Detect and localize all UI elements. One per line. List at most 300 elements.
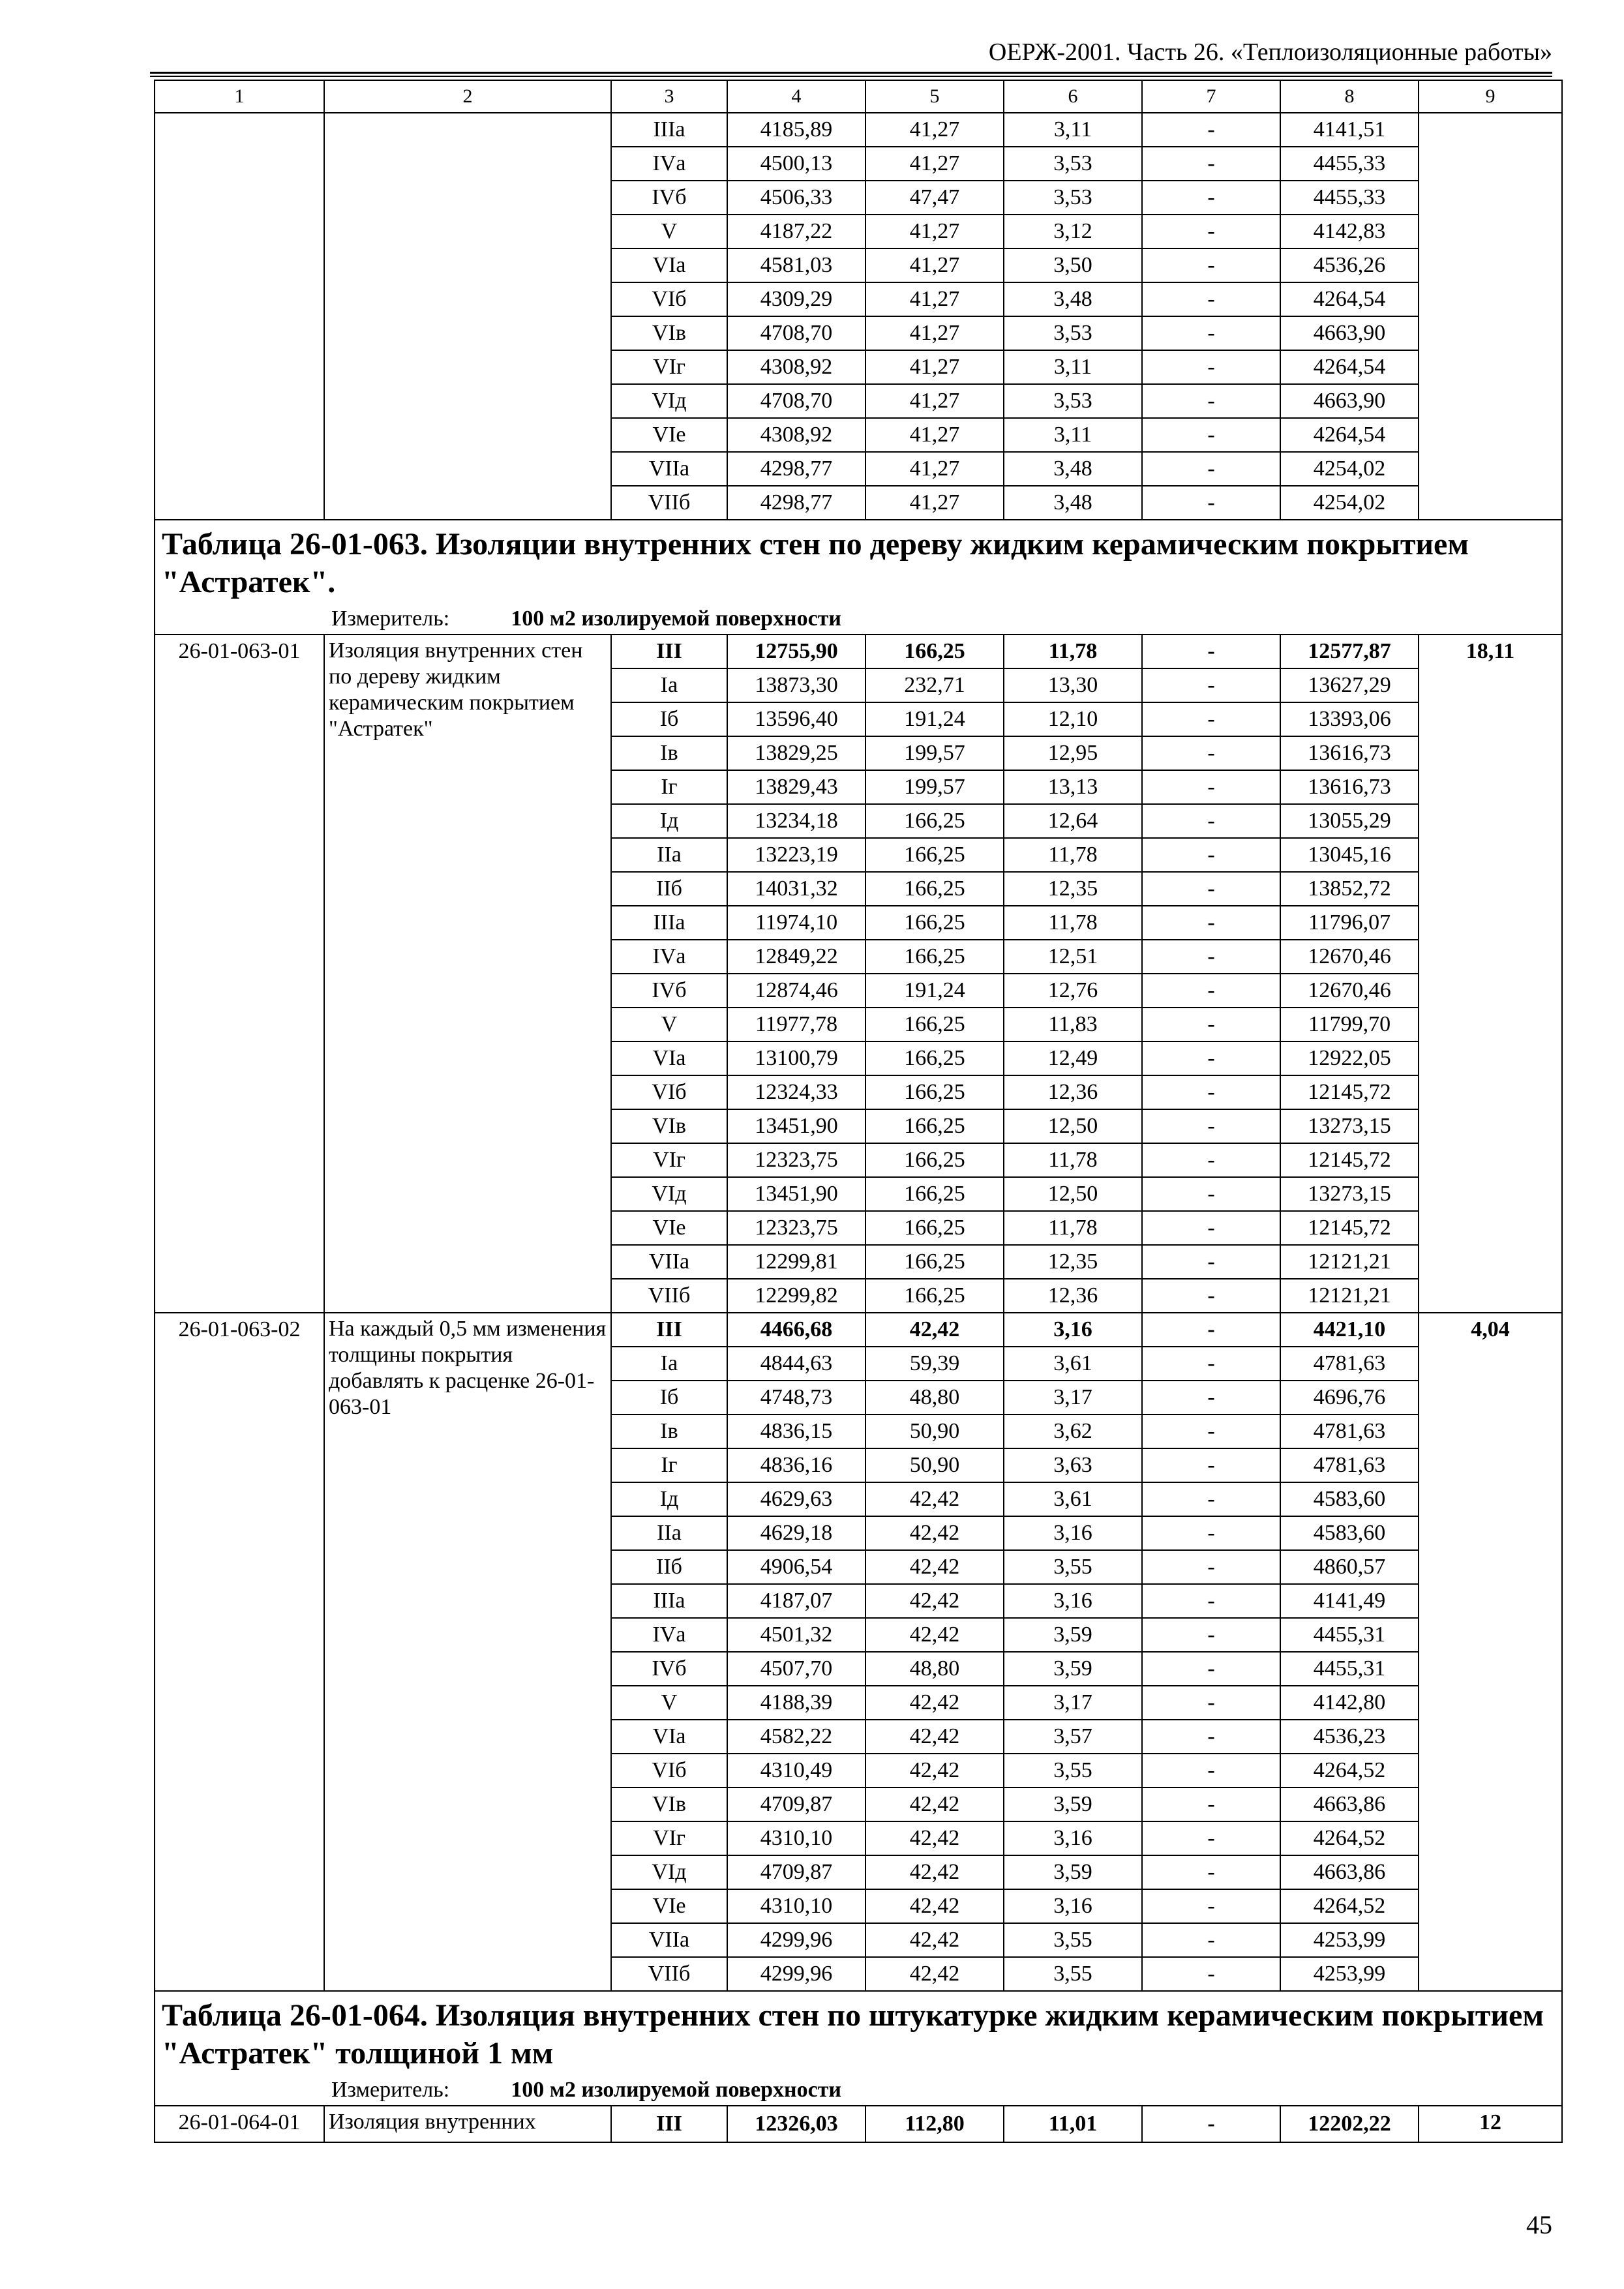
materials-cell: 13273,15 (1280, 1177, 1419, 1211)
direct-costs-cell: 4185,89 (727, 113, 865, 147)
region-zone-cell: VIе (611, 1889, 727, 1923)
direct-costs-cell: 4308,92 (727, 418, 865, 452)
machine-operation-cell: 12,35 (1004, 1245, 1142, 1279)
machine-operation-cell: 12,50 (1004, 1177, 1142, 1211)
labor-wages-cell: 166,25 (865, 940, 1004, 974)
labor-wages-cell: 42,42 (865, 1550, 1004, 1584)
region-zone-cell: III (611, 635, 727, 668)
region-zone-cell: VIIб (611, 486, 727, 520)
labor-wages-cell: 59,39 (865, 1347, 1004, 1381)
direct-costs-cell: 4748,73 (727, 1381, 865, 1414)
labor-wages-cell: 166,25 (865, 1143, 1004, 1177)
direct-costs-cell: 4299,96 (727, 1923, 865, 1957)
labor-wages-cell: 47,47 (865, 181, 1004, 215)
materials-cell: 4264,52 (1280, 1754, 1419, 1788)
column-number: 4 (727, 80, 865, 113)
materials-cell: 4663,86 (1280, 1855, 1419, 1889)
machine-operation-cell: 3,63 (1004, 1448, 1142, 1482)
materials-cell: 4141,51 (1280, 113, 1419, 147)
machine-operation-cell: 3,59 (1004, 1855, 1142, 1889)
machinist-wages-cell: - (1142, 668, 1280, 702)
table-title-row (155, 1991, 1562, 2075)
machine-operation-cell: 12,35 (1004, 872, 1142, 906)
machine-operation-cell: 3,55 (1004, 1754, 1142, 1788)
machine-operation-cell: 12,36 (1004, 1279, 1142, 1313)
direct-costs-cell: 4708,70 (727, 316, 865, 350)
table-row (155, 2106, 1562, 2142)
direct-costs-cell: 4501,32 (727, 1618, 865, 1652)
direct-costs-cell: 4187,07 (727, 1584, 865, 1618)
region-zone-cell: V (611, 215, 727, 248)
materials-cell: 13393,06 (1280, 702, 1419, 736)
code-cell (155, 113, 324, 520)
materials-cell: 4663,86 (1280, 1788, 1419, 1821)
machine-operation-cell: 12,51 (1004, 940, 1142, 974)
machinist-wages-cell: - (1142, 248, 1280, 282)
machine-operation-cell: 3,11 (1004, 418, 1142, 452)
direct-costs-cell: 13100,79 (727, 1041, 865, 1075)
materials-cell: 4421,10 (1280, 1313, 1419, 1347)
labor-wages-cell: 166,25 (865, 1109, 1004, 1143)
labor-wages-cell: 199,57 (865, 770, 1004, 804)
direct-costs-cell: 4309,29 (727, 282, 865, 316)
machinist-wages-cell: - (1142, 1245, 1280, 1279)
region-zone-cell: VIе (611, 418, 727, 452)
labor-wages-cell: 42,42 (865, 1889, 1004, 1923)
labor-wages-cell: 232,71 (865, 668, 1004, 702)
machine-operation-cell: 3,16 (1004, 1821, 1142, 1855)
materials-cell: 4455,31 (1280, 1652, 1419, 1686)
machinist-wages-cell: - (1142, 282, 1280, 316)
machine-operation-cell: 3,62 (1004, 1414, 1142, 1448)
materials-cell: 4455,33 (1280, 147, 1419, 181)
labor-wages-cell: 42,42 (865, 1618, 1004, 1652)
machinist-wages-cell: - (1142, 113, 1280, 147)
labor-wages-cell: 166,25 (865, 1177, 1004, 1211)
direct-costs-cell: 4507,70 (727, 1652, 865, 1686)
labor-wages-cell: 50,90 (865, 1414, 1004, 1448)
direct-costs-cell: 4844,63 (727, 1347, 865, 1381)
labor-wages-cell: 42,42 (865, 1957, 1004, 1991)
materials-cell: 4264,54 (1280, 350, 1419, 384)
materials-cell: 11796,07 (1280, 906, 1419, 940)
machinist-wages-cell: - (1142, 770, 1280, 804)
direct-costs-cell: 4310,10 (727, 1889, 865, 1923)
labor-wages-cell: 166,25 (865, 838, 1004, 872)
machinist-wages-cell: - (1142, 147, 1280, 181)
machine-operation-cell: 3,55 (1004, 1957, 1142, 1991)
direct-costs-cell: 12299,82 (727, 1279, 865, 1313)
direct-costs-cell: 4299,96 (727, 1957, 865, 1991)
direct-costs-cell: 12755,90 (727, 635, 865, 668)
region-zone-cell: IIб (611, 872, 727, 906)
code-cell: 26-01-064-01 (155, 2106, 324, 2142)
direct-costs-cell: 12299,81 (727, 1245, 865, 1279)
region-zone-cell: VIд (611, 1177, 727, 1211)
machine-operation-cell: 3,53 (1004, 316, 1142, 350)
machinist-wages-cell: - (1142, 1584, 1280, 1618)
labor-wages-cell: 48,80 (865, 1652, 1004, 1686)
materials-cell: 12202,22 (1280, 2106, 1419, 2142)
machine-operation-cell: 3,48 (1004, 282, 1142, 316)
column-number: 3 (611, 80, 727, 113)
direct-costs-cell: 4629,18 (727, 1516, 865, 1550)
region-zone-cell: VIд (611, 384, 727, 418)
materials-cell: 4781,63 (1280, 1414, 1419, 1448)
machinist-wages-cell: - (1142, 1686, 1280, 1720)
machinist-wages-cell: - (1142, 1889, 1280, 1923)
machine-operation-cell: 13,30 (1004, 668, 1142, 702)
direct-costs-cell: 4581,03 (727, 248, 865, 282)
direct-costs-cell: 13596,40 (727, 702, 865, 736)
materials-cell: 4583,60 (1280, 1482, 1419, 1516)
rates-table (154, 80, 1563, 2143)
region-zone-cell: III (611, 1313, 727, 1347)
direct-costs-cell: 4298,77 (727, 486, 865, 520)
direct-costs-cell: 14031,32 (727, 872, 865, 906)
machinist-wages-cell: - (1142, 1821, 1280, 1855)
running-header: ОЕРЖ-2001. Часть 26. «Теплоизоляционные работы» (988, 38, 1552, 66)
region-zone-cell: Iд (611, 804, 727, 838)
machinist-wages-cell: - (1142, 872, 1280, 906)
table-title: Таблица 26-01-063. Изоляции внутренних стен по дереву жидким керамическим покрытием "Астратек". (155, 520, 1562, 604)
direct-costs-cell: 4506,33 (727, 181, 865, 215)
machine-operation-cell: 3,16 (1004, 1889, 1142, 1923)
direct-costs-cell: 12849,22 (727, 940, 865, 974)
table-row (155, 1313, 1562, 1347)
materials-cell: 4583,60 (1280, 1516, 1419, 1550)
region-zone-cell: III (611, 2106, 727, 2142)
machine-operation-cell: 12,95 (1004, 736, 1142, 770)
materials-cell: 4142,80 (1280, 1686, 1419, 1720)
labor-wages-cell: 166,25 (865, 1008, 1004, 1041)
region-zone-cell: IVб (611, 974, 727, 1008)
materials-cell: 13616,73 (1280, 736, 1419, 770)
machine-operation-cell: 3,55 (1004, 1923, 1142, 1957)
code-cell: 26-01-063-01 (155, 635, 324, 1313)
machinist-wages-cell: - (1142, 1923, 1280, 1957)
direct-costs-cell: 4709,87 (727, 1788, 865, 1821)
materials-cell: 4253,99 (1280, 1957, 1419, 1991)
region-zone-cell: Iг (611, 1448, 727, 1482)
materials-cell: 11799,70 (1280, 1008, 1419, 1041)
machinist-wages-cell: - (1142, 1143, 1280, 1177)
labor-wages-cell: 166,25 (865, 872, 1004, 906)
materials-cell: 12922,05 (1280, 1041, 1419, 1075)
labor-wages-cell: 42,42 (865, 1482, 1004, 1516)
machine-operation-cell: 3,16 (1004, 1313, 1142, 1347)
materials-cell: 4536,23 (1280, 1720, 1419, 1754)
materials-cell: 4781,63 (1280, 1347, 1419, 1381)
direct-costs-cell: 11977,78 (727, 1008, 865, 1041)
table-title-row (155, 520, 1562, 604)
region-zone-cell: Iг (611, 770, 727, 804)
direct-costs-cell: 4187,22 (727, 215, 865, 248)
machinist-wages-cell: - (1142, 1075, 1280, 1109)
machine-operation-cell: 3,11 (1004, 350, 1142, 384)
machine-operation-cell: 3,59 (1004, 1788, 1142, 1821)
direct-costs-cell: 12323,75 (727, 1211, 865, 1245)
materials-cell: 12145,72 (1280, 1075, 1419, 1109)
region-zone-cell: VIIб (611, 1957, 727, 1991)
region-zone-cell: Iа (611, 668, 727, 702)
measure-label: Измеритель: (331, 606, 450, 631)
table-title: Таблица 26-01-064. Изоляция внутренних стен по штукатурке жидким керамическим покрытием "Астратек" толщиной 1 мм (155, 1991, 1562, 2075)
labor-wages-cell: 42,42 (865, 1584, 1004, 1618)
direct-costs-cell: 12324,33 (727, 1075, 865, 1109)
region-zone-cell: VIIа (611, 1245, 727, 1279)
table-row (155, 113, 1562, 147)
machinist-wages-cell: - (1142, 1109, 1280, 1143)
machinist-wages-cell: - (1142, 181, 1280, 215)
materials-cell: 12145,72 (1280, 1211, 1419, 1245)
direct-costs-cell: 4308,92 (727, 350, 865, 384)
direct-costs-cell: 13451,90 (727, 1109, 865, 1143)
region-zone-cell: VIг (611, 1143, 727, 1177)
labor-wages-cell: 42,42 (865, 1754, 1004, 1788)
materials-cell: 12577,87 (1280, 635, 1419, 668)
region-zone-cell: V (611, 1008, 727, 1041)
materials-cell: 12121,21 (1280, 1245, 1419, 1279)
machinist-wages-cell: - (1142, 1957, 1280, 1991)
column-number: 2 (324, 80, 611, 113)
materials-cell: 12670,46 (1280, 940, 1419, 974)
machine-operation-cell: 11,01 (1004, 2106, 1142, 2142)
direct-costs-cell: 4466,68 (727, 1313, 865, 1347)
column-number: 6 (1004, 80, 1142, 113)
labor-wages-cell: 112,80 (865, 2106, 1004, 2142)
machine-operation-cell: 12,36 (1004, 1075, 1142, 1109)
materials-cell: 4264,52 (1280, 1889, 1419, 1923)
col9-cell: 12 (1419, 2106, 1562, 2142)
labor-wages-cell: 41,27 (865, 384, 1004, 418)
region-zone-cell: VIIа (611, 452, 727, 486)
materials-cell: 12670,46 (1280, 974, 1419, 1008)
machine-operation-cell: 3,17 (1004, 1686, 1142, 1720)
direct-costs-cell: 13829,43 (727, 770, 865, 804)
materials-cell: 12121,21 (1280, 1279, 1419, 1313)
machinist-wages-cell: - (1142, 1041, 1280, 1075)
labor-wages-cell: 191,24 (865, 702, 1004, 736)
region-zone-cell: VIв (611, 316, 727, 350)
direct-costs-cell: 13873,30 (727, 668, 865, 702)
region-zone-cell: Iб (611, 1381, 727, 1414)
machine-operation-cell: 3,53 (1004, 181, 1142, 215)
machine-operation-cell: 3,55 (1004, 1550, 1142, 1584)
labor-wages-cell: 41,27 (865, 418, 1004, 452)
machinist-wages-cell: - (1142, 384, 1280, 418)
materials-cell: 4455,31 (1280, 1618, 1419, 1652)
machinist-wages-cell: - (1142, 838, 1280, 872)
machine-operation-cell: 3,59 (1004, 1652, 1142, 1686)
direct-costs-cell: 4836,16 (727, 1448, 865, 1482)
machine-operation-cell: 11,78 (1004, 838, 1142, 872)
labor-wages-cell: 166,25 (865, 1245, 1004, 1279)
materials-cell: 4264,52 (1280, 1821, 1419, 1855)
machine-operation-cell: 3,61 (1004, 1482, 1142, 1516)
materials-cell: 4264,54 (1280, 282, 1419, 316)
materials-cell: 4254,02 (1280, 486, 1419, 520)
direct-costs-cell: 11974,10 (727, 906, 865, 940)
region-zone-cell: VIа (611, 248, 727, 282)
machine-operation-cell: 3,53 (1004, 147, 1142, 181)
machinist-wages-cell: - (1142, 1211, 1280, 1245)
measure-cell (155, 604, 1562, 635)
direct-costs-cell: 12323,75 (727, 1143, 865, 1177)
machinist-wages-cell: - (1142, 1516, 1280, 1550)
labor-wages-cell: 191,24 (865, 974, 1004, 1008)
machine-operation-cell: 3,16 (1004, 1516, 1142, 1550)
region-zone-cell: VIг (611, 350, 727, 384)
header-rule-thin (150, 76, 1552, 77)
column-number: 9 (1419, 80, 1562, 113)
region-zone-cell: VIб (611, 282, 727, 316)
description-cell (324, 113, 611, 520)
region-zone-cell: VIв (611, 1109, 727, 1143)
machinist-wages-cell: - (1142, 906, 1280, 940)
col9-cell: 18,11 (1419, 635, 1562, 1313)
direct-costs-cell: 4906,54 (727, 1550, 865, 1584)
page-number: 45 (1526, 2210, 1552, 2239)
labor-wages-cell: 41,27 (865, 486, 1004, 520)
machinist-wages-cell: - (1142, 2106, 1280, 2142)
materials-cell: 4141,49 (1280, 1584, 1419, 1618)
labor-wages-cell: 42,42 (865, 1686, 1004, 1720)
column-numbers-row (155, 80, 1562, 113)
direct-costs-cell: 12874,46 (727, 974, 865, 1008)
machinist-wages-cell: - (1142, 316, 1280, 350)
region-zone-cell: Iв (611, 1414, 727, 1448)
labor-wages-cell: 166,25 (865, 906, 1004, 940)
labor-wages-cell: 41,27 (865, 452, 1004, 486)
machinist-wages-cell: - (1142, 974, 1280, 1008)
labor-wages-cell: 41,27 (865, 316, 1004, 350)
machinist-wages-cell: - (1142, 452, 1280, 486)
materials-cell: 4455,33 (1280, 181, 1419, 215)
materials-cell: 12145,72 (1280, 1143, 1419, 1177)
machinist-wages-cell: - (1142, 1754, 1280, 1788)
labor-wages-cell: 41,27 (865, 215, 1004, 248)
materials-cell: 4696,76 (1280, 1381, 1419, 1414)
region-zone-cell: IIа (611, 838, 727, 872)
machinist-wages-cell: - (1142, 486, 1280, 520)
machine-operation-cell: 3,12 (1004, 215, 1142, 248)
machinist-wages-cell: - (1142, 1347, 1280, 1381)
measure-label: Измеритель: (331, 2078, 450, 2102)
machine-operation-cell: 3,48 (1004, 486, 1142, 520)
direct-costs-cell: 13223,19 (727, 838, 865, 872)
labor-wages-cell: 42,42 (865, 1788, 1004, 1821)
labor-wages-cell: 42,42 (865, 1313, 1004, 1347)
machinist-wages-cell: - (1142, 418, 1280, 452)
materials-cell: 4536,26 (1280, 248, 1419, 282)
direct-costs-cell: 13829,25 (727, 736, 865, 770)
materials-cell: 13055,29 (1280, 804, 1419, 838)
description-cell: Изоляция внутренних (324, 2106, 611, 2142)
direct-costs-cell: 13234,18 (727, 804, 865, 838)
machinist-wages-cell: - (1142, 1618, 1280, 1652)
labor-wages-cell: 42,42 (865, 1720, 1004, 1754)
region-zone-cell: Iб (611, 702, 727, 736)
machine-operation-cell: 13,13 (1004, 770, 1142, 804)
measure-unit: 100 м2 изолируемой поверхности (511, 606, 841, 631)
region-zone-cell: IVа (611, 940, 727, 974)
machinist-wages-cell: - (1142, 1482, 1280, 1516)
labor-wages-cell: 42,42 (865, 1516, 1004, 1550)
labor-wages-cell: 42,42 (865, 1855, 1004, 1889)
machine-operation-cell: 3,11 (1004, 113, 1142, 147)
machine-operation-cell: 3,16 (1004, 1584, 1142, 1618)
region-zone-cell: Iд (611, 1482, 727, 1516)
labor-wages-cell: 48,80 (865, 1381, 1004, 1414)
materials-cell: 4264,54 (1280, 418, 1419, 452)
machinist-wages-cell: - (1142, 215, 1280, 248)
direct-costs-cell: 4582,22 (727, 1720, 865, 1754)
machinist-wages-cell: - (1142, 1279, 1280, 1313)
region-zone-cell: IIа (611, 1516, 727, 1550)
direct-costs-cell: 12326,03 (727, 2106, 865, 2142)
labor-wages-cell: 50,90 (865, 1448, 1004, 1482)
machine-operation-cell: 11,78 (1004, 1211, 1142, 1245)
machinist-wages-cell: - (1142, 736, 1280, 770)
code-cell: 26-01-063-02 (155, 1313, 324, 1991)
machine-operation-cell: 3,48 (1004, 452, 1142, 486)
direct-costs-cell: 4188,39 (727, 1686, 865, 1720)
labor-wages-cell: 42,42 (865, 1923, 1004, 1957)
measure-row (155, 2075, 1562, 2106)
region-zone-cell: V (611, 1686, 727, 1720)
machinist-wages-cell: - (1142, 1313, 1280, 1347)
machinist-wages-cell: - (1142, 702, 1280, 736)
labor-wages-cell: 41,27 (865, 113, 1004, 147)
labor-wages-cell: 41,27 (865, 248, 1004, 282)
machine-operation-cell: 12,49 (1004, 1041, 1142, 1075)
machine-operation-cell: 12,64 (1004, 804, 1142, 838)
column-number: 8 (1280, 80, 1419, 113)
materials-cell: 13045,16 (1280, 838, 1419, 872)
region-zone-cell: VIIб (611, 1279, 727, 1313)
column-number: 7 (1142, 80, 1280, 113)
machine-operation-cell: 3,17 (1004, 1381, 1142, 1414)
labor-wages-cell: 166,25 (865, 1211, 1004, 1245)
materials-cell: 4253,99 (1280, 1923, 1419, 1957)
machinist-wages-cell: - (1142, 1381, 1280, 1414)
materials-cell: 4663,90 (1280, 316, 1419, 350)
materials-cell: 4142,83 (1280, 215, 1419, 248)
machinist-wages-cell: - (1142, 635, 1280, 668)
materials-cell: 4254,02 (1280, 452, 1419, 486)
labor-wages-cell: 166,25 (865, 1279, 1004, 1313)
labor-wages-cell: 41,27 (865, 350, 1004, 384)
measure-cell (155, 2075, 1562, 2106)
labor-wages-cell: 166,25 (865, 635, 1004, 668)
col9-cell (1419, 113, 1562, 520)
direct-costs-cell: 4310,49 (727, 1754, 865, 1788)
machine-operation-cell: 3,53 (1004, 384, 1142, 418)
region-zone-cell: VIб (611, 1754, 727, 1788)
region-zone-cell: IVа (611, 1618, 727, 1652)
machinist-wages-cell: - (1142, 804, 1280, 838)
direct-costs-cell: 4500,13 (727, 147, 865, 181)
region-zone-cell: VIб (611, 1075, 727, 1109)
direct-costs-cell: 4836,15 (727, 1414, 865, 1448)
materials-cell: 13273,15 (1280, 1109, 1419, 1143)
materials-cell: 4663,90 (1280, 384, 1419, 418)
machinist-wages-cell: - (1142, 1008, 1280, 1041)
header-rule (150, 72, 1552, 74)
region-zone-cell: VIд (611, 1855, 727, 1889)
labor-wages-cell: 42,42 (865, 1821, 1004, 1855)
